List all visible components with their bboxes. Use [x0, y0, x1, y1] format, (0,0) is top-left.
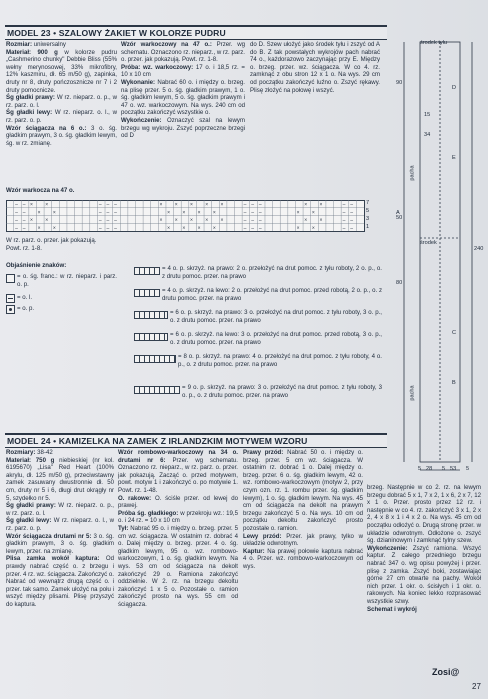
schematic-num-90: 90: [396, 80, 403, 86]
schematic-label-srodek: środek: [420, 240, 437, 246]
schematic-letter-d: D: [452, 85, 457, 91]
grid-cross-mark: ×: [311, 225, 315, 232]
grid-dash-mark: –: [15, 225, 18, 232]
m24-c1-p0: Rozmiary: 38-42: [6, 449, 53, 456]
grid-dash-mark: –: [106, 217, 110, 224]
grid-dash-mark: –: [98, 202, 102, 208]
grid-cross-mark: ×: [296, 209, 300, 216]
model23-column-3: [250, 41, 380, 136]
grid-dash-mark: –: [342, 202, 346, 208]
grid-cross-mark: ×: [319, 217, 323, 224]
model23-header: MODEL 23 • SZALOWY ŻAKIET W KOLORZE PUDRU: [5, 25, 387, 40]
m23-c2-p1: Próba: wz. warkoczowy: 17 o. i 18,5 rz. = 10 x 10 cm: [121, 63, 245, 79]
m23-c2-p0: Wzór warkoczowy na 47 o.: Przer. wg schematu. Oznaczono rz. nieparz., w rz. parz. o. przer. jak pokazują. Powt. rz. 1-8.: [121, 41, 245, 64]
cable-text-5: = 8 o. p. skrzyż. na prawo: 4 o. przełożyć na drut pomoc. z tyłu roboty, 4 o. p., o. z drutu pomoc. przer. na prawo: [178, 353, 382, 368]
schematic-num-53: 53: [450, 466, 457, 472]
cable-symbol-6-right: [134, 311, 168, 319]
grid-dash-mark: –: [22, 202, 26, 208]
legend-dot-text: = o. p.: [17, 305, 35, 312]
schematic-num-28: 28: [426, 466, 433, 472]
grid-dash-mark: –: [350, 225, 354, 232]
model24-column-4: [367, 484, 481, 689]
grid-dash-mark: –: [350, 217, 354, 224]
schematic-letter-a: A: [396, 210, 400, 216]
grid-cross-mark: ×: [174, 217, 178, 224]
grid-dash-mark: –: [251, 225, 255, 232]
grid-dash-mark: –: [22, 217, 26, 224]
m23-c2-p3: Wykończenie: Oznaczyć szal na lewym brzegu wg wykroju. Zszyć poprzeczne brzegi od D: [121, 116, 245, 140]
schematic-letter-b: B: [452, 380, 456, 386]
grid-cross-mark: ×: [37, 225, 41, 232]
model24-column-2: [118, 449, 238, 689]
cable-text-4: = 6 o. p. skrzyż. na lewo: 3 o. przełożyć na drut pomoc. przed robotą, 3 o. p., o. z drutu pomoc. przer. na prawo: [170, 331, 382, 346]
grid-dash-mark: –: [258, 225, 262, 232]
grid-cross-mark: ×: [30, 202, 33, 208]
grid-dash-mark: –: [350, 209, 354, 216]
grid-cross-mark: ×: [182, 225, 186, 232]
watermark: Zosi@: [432, 667, 460, 677]
schematic-num-5a: 5: [418, 466, 422, 472]
m24-c3-p2: Kaptur: Na prawej połowie kaptura nabrać 4 o. Przer. wz. rombowo-warkoczowym od wys.: [243, 547, 363, 570]
m24-c2-p0: Wzór rombowo-warkoczowy na 34 o. drutami nr 6: Przer. wg schematu. Oznaczono rz. nieparz., w rz. parz. o. przer. jak pokazują. Zacząć o. przed motywem, powt. motyw 1 i zakończyć o. po motywie 1. Powt. rz. 1-48.: [118, 449, 238, 494]
schematic-num-5c: 5: [466, 466, 470, 472]
grid-cross-mark: ×: [182, 209, 186, 216]
grid-cross-mark: ×: [205, 217, 209, 224]
cable-symbol-9-right: [134, 386, 180, 394]
grid-cross-mark: ×: [45, 202, 49, 208]
grid-cross-mark: ×: [45, 217, 49, 224]
schematic-num-80: 80: [396, 280, 403, 286]
grid-cross-mark: ×: [197, 209, 201, 216]
model24-column-1: [6, 449, 114, 689]
grid-dash-mark: –: [251, 217, 255, 224]
legend-title: Objaśnienie znaków:: [6, 262, 67, 269]
grid-dash-mark: –: [114, 202, 117, 208]
cable-symbol-6-left: [134, 333, 168, 341]
page-number: 27: [472, 682, 481, 691]
grid-dash-mark: –: [15, 209, 18, 216]
grid-dash-mark: –: [98, 217, 102, 224]
grid-dash-mark: –: [15, 217, 18, 224]
chart-note: [6, 237, 136, 255]
m24-c2-p1: O. rakowe: O. ściśle przer. od lewej do prawej.: [118, 494, 238, 510]
m23-c1-p1: Materiał: 900 g w kolorze pudru „Cashmerino chunky" Debbie Bliss (55% wełny merynosowej, 33% mikrofibry, 12% kaszmiru, dł. 65 m/50 g), zapinka, druty nr 8, druty pończosznicze nr 7 i 2 druty pomocnicze.: [6, 48, 117, 94]
model24-column-3: [243, 449, 363, 689]
grid-cross-mark: ×: [190, 202, 193, 208]
grid-dash-mark: –: [106, 209, 110, 216]
grid-dash-mark: –: [243, 202, 247, 208]
grid-cross-mark: ×: [159, 217, 163, 224]
grid-cross-mark: ×: [296, 225, 300, 232]
grid-dash-mark: –: [243, 225, 247, 232]
m24-c2-p3: Tył: Nabrać 95 o. i między o. brzeg. przer. 5 cm wz. ściągacza. W ostatnim rz. dobrać 4 o. Dalej między o. brzeg. przer. 4 o. śg. gładkim lewym, 95 o. wz. rombowo-warkoczowym, 1 o. śg. gładkim lewym. Na wys. 53 cm od ściągacza na dekolt zakończyć 29 o. Ramiona zakończyć oddzielnie. W 2. rz. na brzegu dekoltu zakończyć 1 x 5 o. Pozostałe o. ramion zakończyć prosto na wys. 55 cm od ściągacza.: [118, 524, 238, 608]
m23-c1-p2: Śg gładki prawy: W rz. nieparz. o. p., w rz. parz. o. l.: [6, 94, 117, 109]
chart-row-5: 5: [366, 208, 370, 214]
cable-chart-grid: [6, 200, 374, 232]
grid-dash-mark: –: [22, 225, 26, 232]
cable-text-2: = 4 o. p. skrzyż. na lewo: 2 o. przełożyć na drut pomoc. przed robotą, 2 o. p., o. z drutu pomoc. przer. na prawo: [162, 287, 382, 302]
grid-dash-mark: –: [258, 217, 262, 224]
model23-column-2: [121, 41, 245, 181]
m24-c3-p0: Prawy przód: Nabrać 50 o. i między o. brzeg. przer. 5 cm wz. ściągacza. W ostatnim rz. dobrać 1 o. Dalej między o. brzeg. przer. 6 o. śg. gładkim lewym, 42 o. wz. rombowo-warkoczowym (motyw 2, przy czym ozn. rz. 1. rombu przer. śg. gładkim lewym), 1 o. śg. gładkim lewym. Na wys. 45 cm od ściągacza na dekolt na prawym brzegu zakończyć 5 o. Na wys. 10 cm od początku dekoltu zakończyć prosto pozostałe o. ramion.: [243, 449, 363, 532]
schematic-num-34: 34: [424, 132, 431, 138]
grid-dash-mark: –: [114, 209, 117, 216]
grid-dash-mark: –: [342, 225, 346, 232]
scarf-schematic: [384, 28, 484, 478]
schematic-num-15: 15: [424, 112, 431, 118]
schematic-num-5b: 5: [442, 466, 446, 472]
schematic-label-pacha-2: pacha: [409, 385, 416, 401]
cable-text-3: = 6 o. p. skrzyż. na prawo: 3 o. przełożyć na drut pomoc. z tyłu roboty, 3 o. p., o. z drutu pomoc. przer. na prawo: [170, 309, 382, 324]
legend-dash-text: = o. l.: [17, 294, 33, 301]
chart-row-7: 7: [366, 200, 370, 206]
grid-dash-mark: –: [106, 202, 110, 208]
schematic-label-pacha-1: pacha: [409, 165, 416, 181]
model24-header: MODEL 24 • KAMIZELKA NA ZAMEK Z IRLANDZKIM MOTYWEM WZORU: [5, 433, 387, 448]
grid-cross-mark: ×: [220, 202, 224, 208]
grid-cross-mark: ×: [37, 209, 41, 216]
grid-cross-mark: ×: [167, 225, 171, 232]
legend-dot-symbol: [6, 305, 15, 314]
chart-row-3: 3: [366, 216, 370, 222]
m24-c2-p2: Próba śg. gładkiego: w przekroju wz.: 19,5 o. i 24 rz. = 10 x 10 cm: [118, 509, 238, 525]
m24-c1-p5: Plisa zamka wokół kaptura: Od prawdy nabrać część o. z brzegu i przer. 4 rz. wz. ściągacza. Zakończyć o. Nabrać od wewnątrz drugą część o. i przer. tak samo. Zamek ułożyć na połu i wszyć między plisami. Plisę przyszyć do kaptura.: [6, 555, 114, 608]
m24-c1-p2: Śg gładki prawy: W rz. nieparz. o. p., w rz. parz. o. l.: [6, 502, 114, 517]
grid-cross-mark: ×: [319, 202, 323, 208]
cable-symbol-8-right: [134, 355, 176, 363]
grid-dash-mark: –: [98, 209, 102, 216]
grid-cross-mark: ×: [212, 225, 216, 232]
grid-dash-mark: –: [342, 217, 346, 224]
schematic-letter-e: E: [452, 155, 456, 161]
cable-chart-svg: [6, 200, 374, 232]
chart-note-line-2: Powt. rz. 1-8.: [6, 244, 42, 252]
schematic-label-srodek-tylu: środek tyłu: [420, 40, 448, 46]
grid-cross-mark: ×: [304, 202, 308, 208]
grid-dash-mark: –: [15, 202, 18, 208]
cable-symbol-4-left: [134, 289, 160, 297]
m24-c1-p4: Wzór ściągacza drutami nr 5: 3 o. śg. gładkim prawym, 3 o. śg. gładkim lewym, przer. na zmianę.: [6, 532, 114, 555]
model23-column-1: [6, 41, 117, 181]
grid-dash-mark: –: [98, 225, 102, 232]
m23-c1-p0: Rozmiar: uniwersalny: [6, 41, 66, 48]
schematic-letter-c: C: [452, 330, 457, 336]
m24-c3-p1: Lewy przód: Przer. jak prawy, tylko w układzie odwrotnym.: [243, 532, 363, 548]
grid-dash-mark: –: [342, 209, 346, 216]
grid-cross-mark: ×: [174, 202, 178, 208]
grid-cross-mark: ×: [212, 209, 216, 216]
grid-dash-mark: –: [258, 202, 262, 208]
grid-dash-mark: –: [114, 225, 117, 232]
m24-c4-p0: brzeg. Następnie w co 2. rz. na lewym brzegu dobrać 5 x 1, 7 x 2, 1 x 6, 2 x 7, 12 x 1 o. Przer. prosto przez 12 rz. i następnie w co 4. rz. zakończyć 3 x 1, 2 x 2, 4 x 8 x 1 i 4 x 2 o. Na wys. 45 cm od początku odłożyć o. Drugą stronę przer. w układzie odwrotnym. Odłożone o. zszyć śg. dzianinowym i zamknąć tylny szew.: [367, 484, 481, 545]
cable-symbol-4-right: [134, 267, 160, 275]
grid-cross-mark: ×: [304, 217, 308, 224]
grid-cross-mark: ×: [205, 202, 209, 208]
grid-cross-mark: ×: [220, 217, 224, 224]
grid-cross-mark: ×: [311, 209, 315, 216]
m23-c1-p3: Śg gładki lewy: W rz. nieparz. o. l., w rz. parz. o. p.: [6, 109, 117, 124]
grid-dash-mark: –: [106, 225, 110, 232]
chart-note-line-1: W rz. parz. o. przer. jak pokazują.: [6, 237, 97, 244]
cable-chart-title: Wzór warkocza na 47 o.: [6, 187, 75, 194]
m24-c4-p2: Schemat i wykrój: [367, 605, 417, 613]
m24-c1-p3: Śg gładki lewy: W rz. nieparz. o. l., w rz. parz. o. p.: [6, 517, 114, 532]
grid-cross-mark: ×: [190, 217, 193, 224]
grid-cross-mark: ×: [30, 217, 33, 224]
grid-dash-mark: –: [350, 202, 354, 208]
legend-blank-text: = o. śg. franc.: w rz. nieparz. i parz. o. p.: [17, 273, 117, 288]
m23-c1-p4: Wzór ściągacza na 6 o.: 3 o. śg. gładkim prawym, 3 o. śg. gładkim lewym, śg. w rz. zmianę.: [6, 124, 117, 147]
grid-dash-mark: –: [243, 217, 247, 224]
schematic-svg: [384, 28, 484, 478]
schematic-num-50: 50: [396, 215, 403, 221]
m23-c3-p0: do D. Szew ułożyć jako środek tyłu i zszyć od A do B. Z tak powstałych wykrojów pach nabrać 74 o., każdorazowo zaczynając przy E. Między o. brzeg. przer. wz. ściągacza. W co 4. rz. zamknąć z obu stron 12 x 1 o. Na wys. 29 cm od początku zakończyć luźno o. Zszyć rękawy. Plisę złożyć na połowę i wszyć.: [250, 41, 380, 94]
chart-row-1: 1: [366, 224, 370, 230]
grid-cross-mark: ×: [52, 225, 56, 232]
cable-text-1: = 4 o. p. skrzyż. na prawo: 2 o. przełożyć na drut pomoc. z tyłu roboty, 2 o. p., o. z drutu pomoc. przer. na prawo: [162, 265, 382, 280]
grid-dash-mark: –: [258, 209, 262, 216]
schematic-num-240: 240: [474, 246, 484, 252]
grid-dash-mark: –: [243, 209, 247, 216]
grid-dash-mark: –: [251, 209, 255, 216]
legend-blank-symbol: [6, 274, 15, 283]
grid-cross-mark: ×: [167, 209, 171, 216]
grid-cross-mark: ×: [52, 209, 56, 216]
grid-dash-mark: –: [251, 202, 255, 208]
m24-c1-p1: Materiał: 750 g niebieskiej (nr kol. 6195670) „Lisa" Red Heart (100% akrylu, dł. 125 m/50 g), przeciwstawny zamek zasuwany dwustronnie dł. 50 cm, druty nr 5 i 6, długi drut okrągły nr 5, szydełko nr 5.: [6, 456, 114, 502]
cable-text-6: = 9 o. p. skrzyż. na prawo: 3 o. przełożyć na drut pomoc. z tyłu roboty, 3 o. p., o. z drutu pomoc. przer. na prawo: [182, 384, 382, 399]
grid-cross-mark: ×: [159, 202, 163, 208]
grid-dash-mark: –: [114, 217, 117, 224]
grid-cross-mark: ×: [197, 225, 201, 232]
m24-c4-p1: Wykończenie: Zszyć ramiona. Wszyć kaptur. Z całego przedniego brzegu nabrać 347 o. wg opisu powyżej i przer. plisę z zamka. Zszyć boki, zostawiając górne 27 cm otwarte na pachy. Wokół nich przer. 1 okr. o. ścisłych i 1 okr. o. rakowych. Na koniec lekko rozprasować wszystkie szwy.: [367, 544, 481, 605]
grid-dash-mark: –: [22, 209, 26, 216]
m23-c2-p2: Wykonanie: Nabrać 60 o. i między o. brzeg. na plisę przer. 5 o. śg. gładkim prawym, 1 o. śg. gładkim lewym, 5 o. śg. gładkim prawym i 47 o. wz. warkoczowym. Na wys. 240 cm od początku zakończyć wszystkie o.: [121, 78, 245, 117]
legend-dash-symbol: [6, 294, 15, 303]
